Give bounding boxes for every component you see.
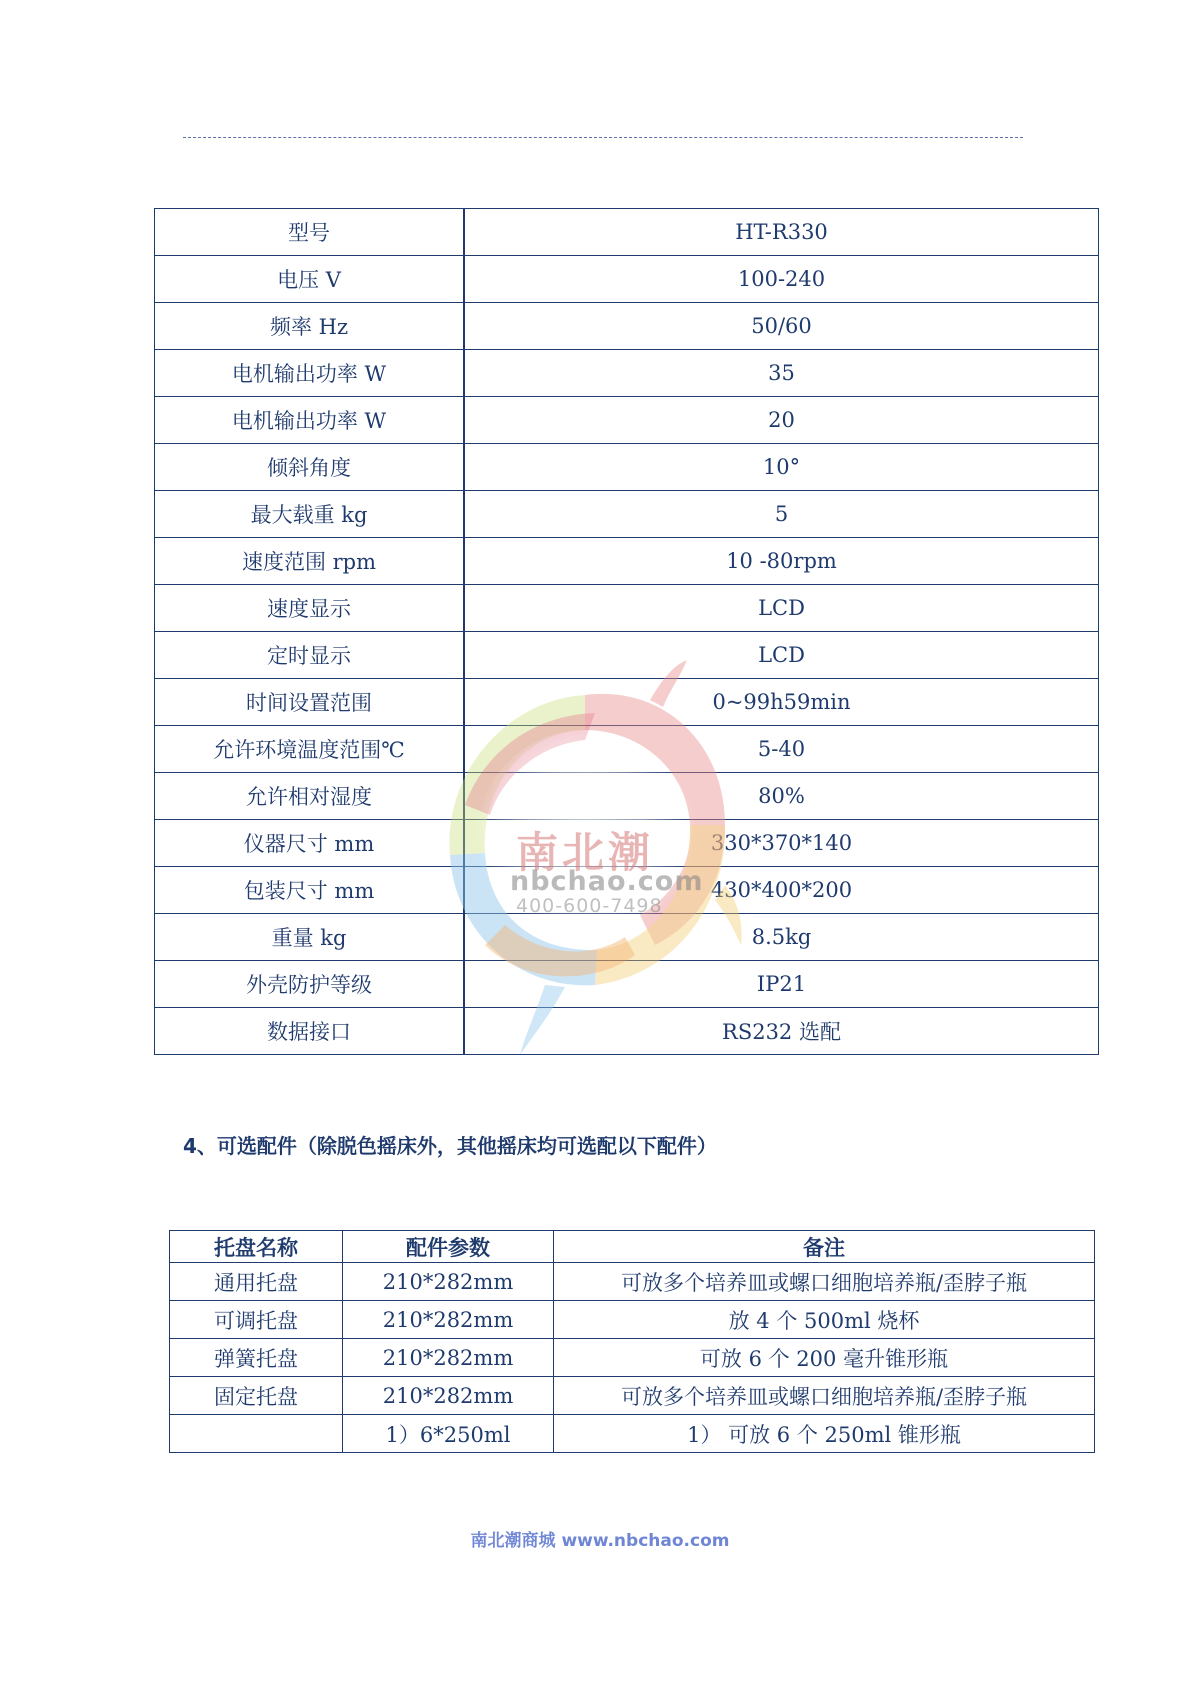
spec-value: 50/60	[464, 303, 1099, 350]
spec-value: 5	[464, 491, 1099, 538]
spec-label: 仪器尺寸 mm	[155, 820, 465, 867]
table-row	[170, 1415, 1095, 1453]
table-row	[170, 1339, 1095, 1377]
spec-label: 外壳防护等级	[155, 961, 465, 1008]
spec-value: 330*370*140	[464, 820, 1099, 867]
spec-label: 倾斜角度	[155, 444, 465, 491]
tray-spec: 210*282mm	[343, 1263, 554, 1301]
spec-value: 35	[464, 350, 1099, 397]
accessory-table	[169, 1230, 1095, 1453]
tray-spec: 210*282mm	[343, 1301, 554, 1339]
spec-label: 速度显示	[155, 585, 465, 632]
spec-label: 速度范围 rpm	[155, 538, 465, 585]
table-row	[170, 1263, 1095, 1301]
spec-value: 80%	[464, 773, 1099, 820]
tray-note: 可放多个培养皿或螺口细胞培养瓶/歪脖子瓶	[554, 1377, 1095, 1415]
tray-name: 弹簧托盘	[170, 1339, 343, 1377]
table-row	[155, 538, 1099, 585]
table-row	[155, 585, 1099, 632]
spec-value: 10 -80rpm	[464, 538, 1099, 585]
watermark-logo-text: 南北潮	[516, 828, 655, 877]
tray-note: 放 4 个 500ml 烧杯	[554, 1301, 1095, 1339]
spec-value: LCD	[464, 585, 1099, 632]
column-header: 配件参数	[343, 1231, 554, 1263]
table-row	[155, 209, 1099, 256]
spec-value: 20	[464, 397, 1099, 444]
table-row	[170, 1301, 1095, 1339]
spec-value: 8.5kg	[464, 914, 1099, 961]
spec-value: RS232 选配	[464, 1008, 1099, 1055]
table-row	[155, 256, 1099, 303]
column-header: 备注	[554, 1231, 1095, 1263]
spec-value: 430*400*200	[464, 867, 1099, 914]
spec-label: 电压 V	[155, 256, 465, 303]
spec-value: 10°	[464, 444, 1099, 491]
spec-value: 5-40	[464, 726, 1099, 773]
tray-name	[170, 1415, 343, 1453]
spec-label: 电机输出功率 W	[155, 350, 465, 397]
spec-value: LCD	[464, 632, 1099, 679]
spec-label: 数据接口	[155, 1008, 465, 1055]
spec-label: 包装尺寸 mm	[155, 867, 465, 914]
column-header: 托盘名称	[170, 1231, 343, 1263]
spec-value: HT-R330	[464, 209, 1099, 256]
table-row	[155, 350, 1099, 397]
header-divider	[183, 137, 1023, 138]
footer-link[interactable]: 南北潮商城 www.nbchao.com	[470, 1531, 730, 1551]
spec-label: 允许环境温度范围℃	[155, 726, 465, 773]
spec-label: 重量 kg	[155, 914, 465, 961]
spec-label: 时间设置范围	[155, 679, 465, 726]
spec-label: 型号	[155, 209, 465, 256]
watermark-phone-text: 400-600-7498	[516, 895, 663, 917]
tray-spec: 1）6*250ml	[343, 1415, 554, 1453]
tray-spec: 210*282mm	[343, 1377, 554, 1415]
table-row	[155, 303, 1099, 350]
tray-name: 可调托盘	[170, 1301, 343, 1339]
tray-name: 通用托盘	[170, 1263, 343, 1301]
watermark-domain-text: nbchao.com	[510, 866, 704, 897]
section-heading: 4、可选配件（除脱色摇床外，其他摇床均可选配以下配件）	[183, 1134, 717, 1158]
spec-label: 定时显示	[155, 632, 465, 679]
spec-label: 频率 Hz	[155, 303, 465, 350]
spec-label: 最大载重 kg	[155, 491, 465, 538]
spec-label: 电机输出功率 W	[155, 397, 465, 444]
table-row	[170, 1377, 1095, 1415]
spec-value: 100-240	[464, 256, 1099, 303]
tray-note: 可放 6 个 200 毫升锥形瓶	[554, 1339, 1095, 1377]
tray-note: 1） 可放 6 个 250ml 锥形瓶	[554, 1415, 1095, 1453]
spec-label: 允许相对湿度	[155, 773, 465, 820]
spec-value: IP21	[464, 961, 1099, 1008]
tray-note: 可放多个培养皿或螺口细胞培养瓶/歪脖子瓶	[554, 1263, 1095, 1301]
table-row	[155, 444, 1099, 491]
spec-value: 0~99h59min	[464, 679, 1099, 726]
tray-spec: 210*282mm	[343, 1339, 554, 1377]
tray-name: 固定托盘	[170, 1377, 343, 1415]
table-row	[155, 491, 1099, 538]
table-row	[155, 397, 1099, 444]
table-header-row	[170, 1231, 1095, 1263]
